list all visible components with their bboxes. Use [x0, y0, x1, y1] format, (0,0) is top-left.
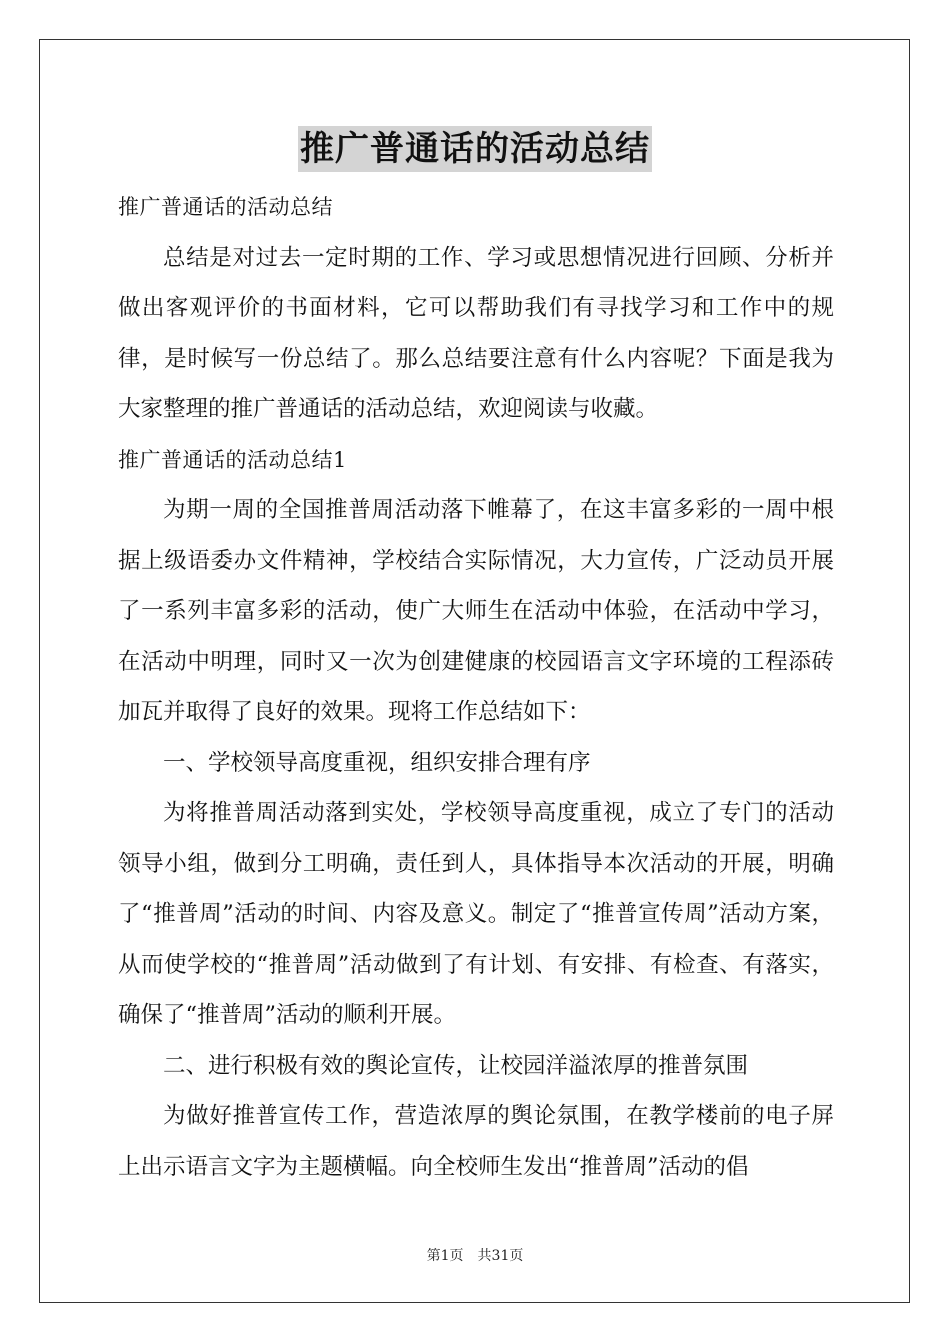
body-paragraph: 为期一周的全国推普周活动落下帷幕了，在这丰富多彩的一周中根据上级语委办文件精神，学校结合实际情况，大力宣传，广泛动员开展了一系列丰富多彩的活动，使广大师生在活动中体验，在活动中学习，在活动中明理，同时又一次为创建健康的校园语言文字环境的工程添砖加瓦并取得了良好的效果。现将工作总结如下：	[118, 497, 834, 725]
body-paragraph: 为将推普周活动落到实处，学校领导高度重视，成立了专门的活动领导小组，做到分工明确，责任到人，具体指导本次活动的开展，明确了“推普周”活动的时间、内容及意义。制定了“推普宣传周”活动方案，从而使学校的“推普周”活动做到了有计划、有安排、有检查、有落实，确保了“推普周”活动的顺利开展。	[118, 800, 834, 1028]
subheading-two: 二、进行积极有效的舆论宣传，让校园洋溢浓厚的推普氛围	[163, 1052, 749, 1079]
document-title: 推广普通话的活动总结	[298, 126, 652, 172]
page-footer	[0, 1245, 950, 1265]
subheading-one: 一、学校领导高度重视，组织安排合理有序	[163, 749, 591, 776]
section-heading-1: 推广普通话的活动总结1	[118, 447, 347, 472]
page-number: 第1页	[426, 1248, 464, 1264]
body-paragraph: 为做好推普宣传工作，营造浓厚的舆论氛围，在教学楼前的电子屏上出示语言文字为主题横幅。向全校师生发出“推普周”活动的倡	[118, 1103, 834, 1180]
document-body	[118, 182, 834, 1192]
title-container	[0, 126, 950, 172]
subtitle-line: 推广普通话的活动总结	[118, 195, 333, 219]
intro-paragraph: 总结是对过去一定时期的工作、学习或思想情况进行回顾、分析并做出客观评价的书面材料，它可以帮助我们有寻找学习和工作中的规律，是时候写一份总结了。那么总结要注意有什么内容呢？下面是我为大家整理的推广普通话的活动总结，欢迎阅读与收藏。	[118, 244, 834, 422]
total-pages: 共31页	[477, 1248, 524, 1264]
